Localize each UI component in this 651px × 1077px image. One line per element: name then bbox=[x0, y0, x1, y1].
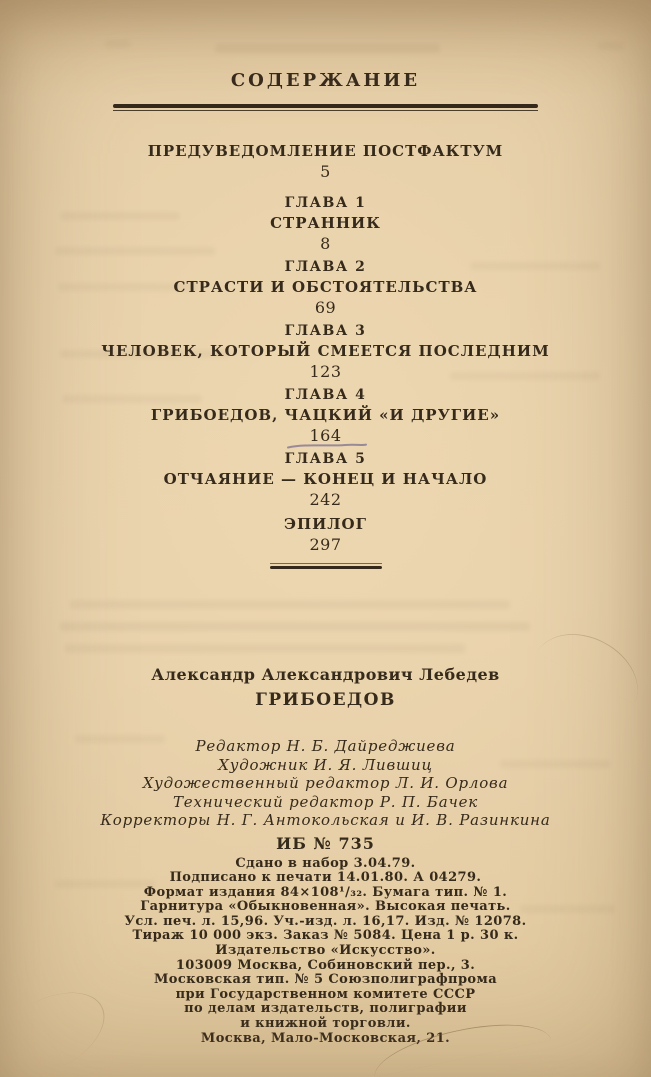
imprint-line: Москва, Мало-Московская, 21. bbox=[200, 1030, 451, 1046]
chapter-title: ГРИБОЕДОВ, ЧАЦКИЙ «И ДРУГИЕ» bbox=[150, 406, 501, 424]
imprint-line: Гарнитура «Обыкновенная». Высокая печать. bbox=[140, 899, 511, 915]
divider-thin-line bbox=[270, 563, 382, 564]
book-title: ГРИБОЕДОВ bbox=[255, 690, 396, 710]
table-of-contents bbox=[0, 141, 651, 555]
chapter-label: ГЛАВА 4 bbox=[284, 387, 367, 403]
credit-line-proofreaders: Корректоры Н. Г. Антокольская и И. В. Разинкина bbox=[100, 811, 551, 829]
credit-line-art-editor: Художественный редактор Л. И. Орлова bbox=[142, 774, 509, 792]
credit-line-artist: Художник И. Я. Лившиц bbox=[218, 755, 433, 774]
entry-page: 69 bbox=[314, 298, 337, 317]
chapter-title: СТРАННИК bbox=[270, 214, 381, 232]
credits-block bbox=[0, 737, 651, 830]
entry-page: 297 bbox=[309, 535, 342, 554]
chapter-label: ГЛАВА 1 bbox=[284, 195, 367, 211]
imprint-line: Подписано к печати 14.01.80. А 04279. bbox=[169, 870, 482, 886]
imprint-line: при Государственном комитете СССР bbox=[175, 986, 476, 1002]
bleed-through-texture bbox=[215, 44, 440, 53]
bleed-through-texture bbox=[60, 622, 530, 631]
toc-entry-chapter-1 bbox=[0, 194, 651, 254]
bleed-through-texture bbox=[105, 40, 131, 48]
ib-number: ИБ № 735 bbox=[276, 833, 375, 853]
imprint-line: и книжной торговли. bbox=[240, 1016, 411, 1032]
entry-title: ПРЕДУВЕДОМЛЕНИЕ ПОСТФАКТУМ bbox=[147, 142, 504, 160]
entry-page: 123 bbox=[309, 362, 342, 381]
imprint-line: 103009 Москва, Собиновский пер., 3. bbox=[175, 957, 476, 973]
entry-page: 5 bbox=[320, 162, 331, 181]
toc-entry-chapter-4 bbox=[0, 386, 651, 446]
chapter-label: ГЛАВА 2 bbox=[284, 259, 367, 275]
section-divider bbox=[270, 563, 382, 569]
toc-entry-chapter-5 bbox=[0, 450, 651, 510]
divider-thick-line bbox=[270, 566, 382, 570]
rule-thin-line bbox=[113, 110, 538, 112]
imprint-line: Формат издания 84×108¹/₃₂. Бумага тип. № 1. bbox=[143, 884, 508, 900]
entry-page: 242 bbox=[309, 490, 342, 509]
chapter-title: ЧЕЛОВЕК, КОТОРЫЙ СМЕЕТСЯ ПОСЛЕДНИМ bbox=[101, 342, 550, 360]
chapter-label: ГЛАВА 5 bbox=[284, 451, 367, 467]
imprint-line: Тираж 10 000 экз. Заказ № 5084. Цена 1 р. 30 к. bbox=[132, 928, 519, 944]
entry-page-number: 164 bbox=[309, 426, 342, 445]
pen-underline-mark bbox=[287, 441, 367, 450]
imprint-line: Издательство «Искусство». bbox=[215, 943, 436, 959]
entry-page: 8 bbox=[320, 234, 331, 253]
imprint-block bbox=[0, 857, 651, 1047]
author-name: Александр Александрович Лебедев bbox=[151, 665, 500, 684]
page-number-with-pen-mark bbox=[305, 425, 345, 446]
entry-title: ЭПИЛОГ bbox=[284, 515, 367, 533]
credit-line-editor: Редактор Н. Б. Дайреджиева bbox=[195, 737, 456, 755]
imprint-line: Московская тип. № 5 Союзполиграфпрома bbox=[153, 972, 498, 988]
chapter-title: СТРАСТИ И ОБСТОЯТЕЛЬСТВА bbox=[173, 278, 478, 296]
bleed-through-texture bbox=[598, 42, 624, 50]
entry-page bbox=[0, 425, 651, 446]
chapter-title: ОТЧАЯНИЕ — КОНЕЦ И НАЧАЛО bbox=[163, 470, 488, 488]
imprint-line: по делам издательств, полиграфии bbox=[184, 1001, 467, 1017]
imprint-line: Усл. печ. л. 15,96. Уч.-изд. л. 16,17. Изд. № 12078. bbox=[124, 913, 527, 929]
credit-line-technical-editor: Технический редактор Р. П. Бачек bbox=[172, 792, 479, 811]
bleed-through-texture bbox=[65, 644, 465, 653]
imprint-line: Сдано в набор 3.04.79. bbox=[235, 855, 416, 871]
colophon bbox=[0, 665, 651, 1046]
toc-entry-epilogue bbox=[0, 514, 651, 555]
toc-entry-chapter-2 bbox=[0, 258, 651, 318]
bleed-through-texture bbox=[70, 600, 510, 609]
toc-entry-chapter-3 bbox=[0, 322, 651, 382]
chapter-label: ГЛАВА 3 bbox=[284, 323, 367, 339]
rule-thick-line bbox=[113, 104, 538, 108]
toc-heading: СОДЕРЖАНИЕ bbox=[230, 70, 421, 91]
heading-rule bbox=[113, 104, 538, 111]
toc-entry-preface bbox=[0, 141, 651, 182]
